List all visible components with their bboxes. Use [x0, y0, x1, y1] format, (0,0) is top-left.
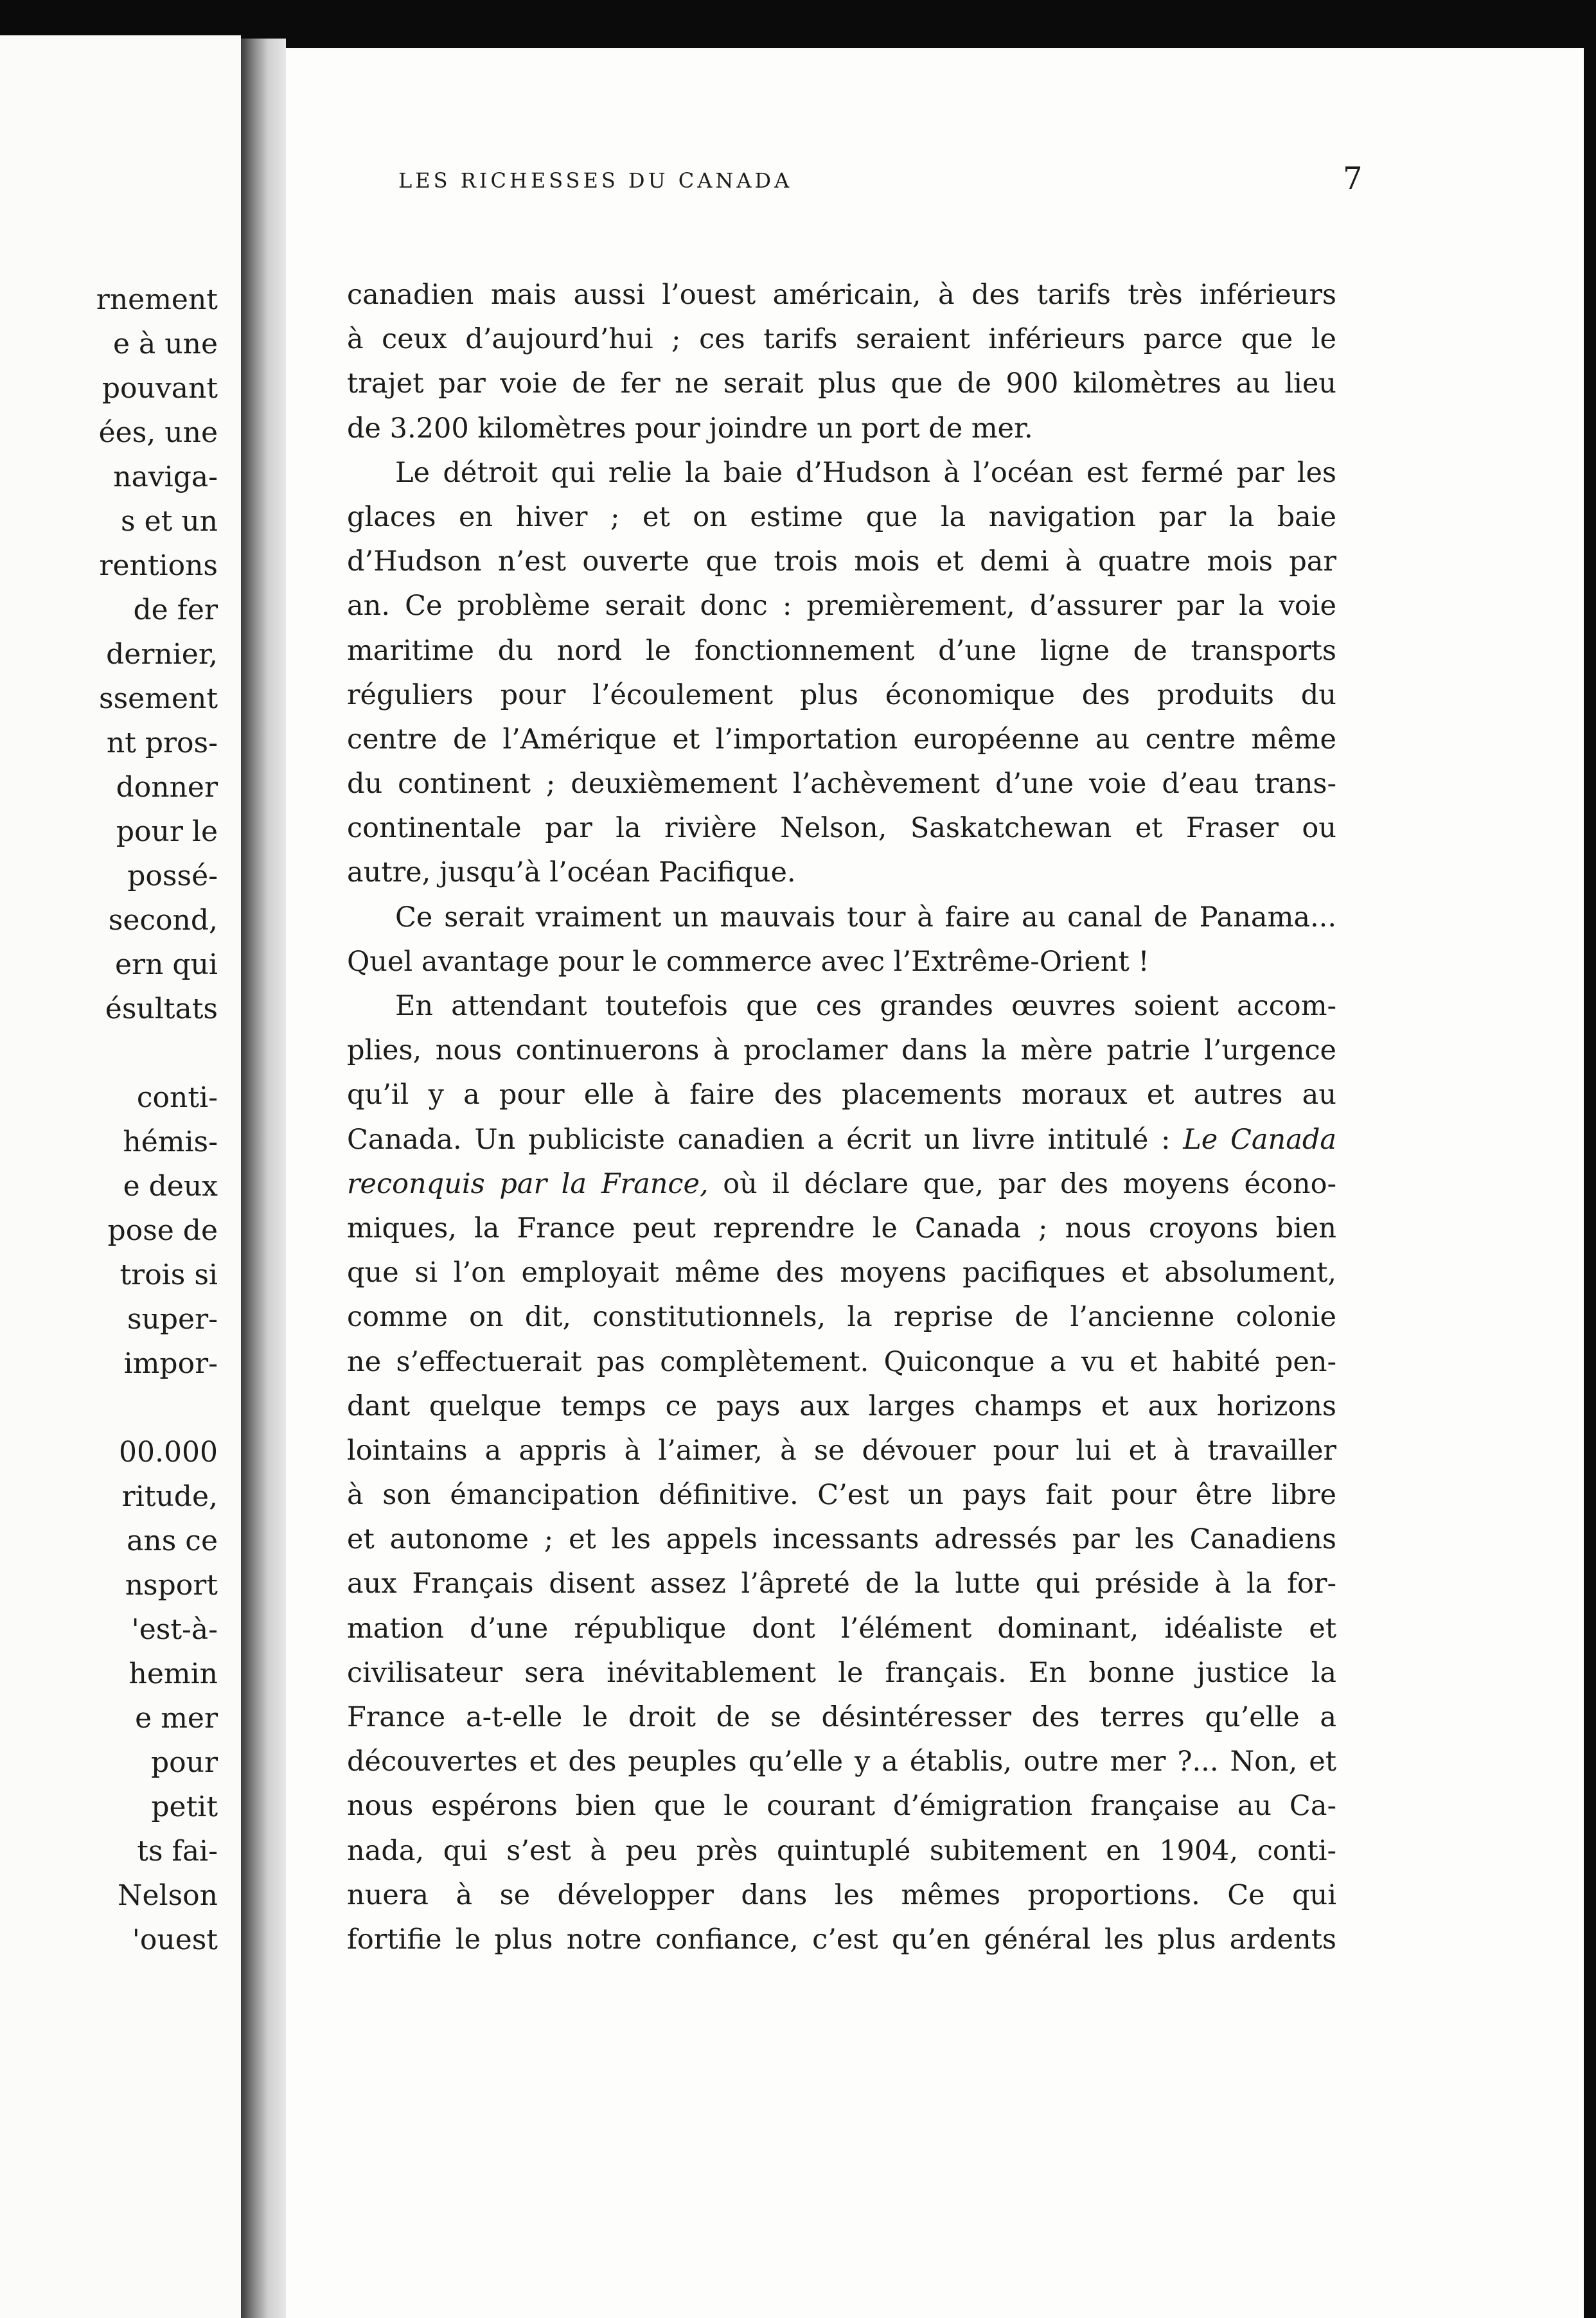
text-line: réguliers pour l’écoulement plus économique des produits du — [347, 678, 1336, 711]
facing-page-line: ans ce — [127, 1525, 218, 1557]
facing-page-line: rentions — [99, 549, 218, 582]
facing-page-line: ésultats — [105, 993, 218, 1025]
text-line: nous espérons bien que le courant d’émigration française au Ca- — [347, 1790, 1336, 1823]
text-line — [347, 1118, 1336, 1162]
text-line: an. Ce problème serait donc : premièrement, d’assurer par la voie — [347, 590, 1336, 623]
page-number: 7 — [1343, 161, 1363, 197]
text-line: maritime du nord le fonctionnement d’une ligne de transports — [347, 634, 1336, 667]
facing-page-line: s et un — [121, 505, 218, 538]
facing-page-line: rnement — [96, 283, 218, 316]
facing-page-line: e mer — [135, 1702, 218, 1735]
facing-page-line: 'ouest — [132, 1924, 218, 1956]
facing-page-line: donner — [116, 771, 218, 804]
facing-page-line: conti- — [136, 1081, 218, 1114]
facing-page-line: hemin — [129, 1658, 218, 1690]
text-line: et autonome ; et les appels incessants adressés par les Canadiens — [347, 1523, 1336, 1556]
facing-page-line: possé- — [127, 860, 218, 892]
text-line — [347, 1162, 1336, 1207]
facing-page-line: 00.000 — [119, 1436, 218, 1469]
text-line: nuera à se développer dans les mêmes proportions. Ce qui — [347, 1879, 1336, 1911]
facing-page-line: 'est-à- — [131, 1613, 218, 1646]
facing-page-line: ritude, — [121, 1480, 218, 1513]
facing-page-line: trois si — [120, 1259, 218, 1291]
text-line: comme on dit, constitutionnels, la reprise de l’ancienne colonie — [347, 1301, 1336, 1334]
text-line: ne s’effectuerait pas complètement. Quiconque a vu et habité pen- — [347, 1345, 1336, 1378]
text-line: Quel avantage pour le commerce avec l’Extrême-Orient ! — [347, 945, 1149, 978]
body-text — [347, 273, 1336, 1962]
facing-page-line: pour — [150, 1746, 218, 1779]
text-line: glaces en hiver ; et on estime que la navigation par la baie — [347, 500, 1336, 533]
book-gutter — [241, 39, 286, 2318]
text-line: Le détroit qui relie la baie d’Hudson à l’océan est fermé par les — [395, 456, 1336, 489]
text-line: plies, nous continuerons à proclamer dans la mère patrie l’urgence — [347, 1034, 1336, 1067]
facing-page-line: pouvant — [102, 372, 218, 405]
text-line: miques, la France peut reprendre le Canada ; nous croyons bien — [347, 1212, 1336, 1244]
book-title: reconquis par la France, — [347, 1167, 709, 1200]
text-line: civilisateur sera inévitablement le français. En bonne justice la — [347, 1656, 1336, 1689]
text-segment: Canada. Un publiciste canadien a écrit un livre intitulé : — [347, 1123, 1171, 1156]
text-line: aux Français disent assez l’âpreté de la lutte qui préside à la for- — [347, 1568, 1336, 1600]
text-line: dant quelque temps ce pays aux larges champs et aux horizons — [347, 1390, 1336, 1422]
facing-page-line: ts fai- — [137, 1835, 218, 1868]
text-line: Ce serait vraiment un mauvais tour à faire au canal de Panama... — [395, 901, 1336, 933]
text-line: mation d’une république dont l’élément dominant, idéaliste et — [347, 1612, 1336, 1645]
facing-page-line: Nelson — [117, 1879, 218, 1912]
text-line: d’Hudson n’est ouverte que trois mois et demi à quatre mois par — [347, 545, 1336, 578]
facing-page-line: ern qui — [115, 948, 218, 981]
facing-page-line: nt pros- — [106, 727, 218, 759]
text-line: lointains a appris à l’aimer, à se dévouer pour lui et à travailler — [347, 1434, 1336, 1467]
text-line: qu’il y a pour elle à faire des placements moraux et autres au — [347, 1079, 1336, 1111]
facing-page-line: e deux — [123, 1170, 218, 1203]
facing-page-line: hémis- — [123, 1126, 218, 1158]
facing-page-line: dernier, — [106, 638, 218, 671]
text-line: que si l’on employait même des moyens pacifiques et absolument, — [347, 1257, 1336, 1289]
text-line: En attendant toutefois que ces grandes œuvres soient accom- — [395, 990, 1336, 1022]
facing-page-line: naviga- — [113, 461, 218, 493]
running-title: LES RICHESSES DU CANADA — [398, 168, 793, 193]
facing-page-line: pose de — [107, 1214, 218, 1247]
text-segment: où il déclare que, par des moyens écono- — [723, 1167, 1336, 1200]
running-head — [398, 161, 1363, 207]
text-line: à son émancipation définitive. C’est un pays fait pour être libre — [347, 1479, 1336, 1512]
facing-page-line: ées, une — [98, 416, 218, 449]
facing-page-line: super- — [127, 1303, 218, 1336]
text-line: découvertes et des peuples qu’elle y a établis, outre mer ?... Non, et — [347, 1746, 1336, 1778]
text-line: fortifie le plus notre confiance, c’est qu’en général les plus ardents — [347, 1923, 1336, 1956]
facing-page-line: second, — [108, 904, 218, 937]
book-title: Le Canada — [1183, 1123, 1336, 1156]
facing-page-line: impor- — [123, 1347, 218, 1380]
facing-page-fragment — [0, 35, 241, 2318]
facing-page-line: e à une — [113, 328, 218, 360]
facing-page-line: petit — [151, 1791, 218, 1823]
text-line: France a-t-elle le droit de se désintéresser des terres qu’elle a — [347, 1701, 1336, 1733]
text-line: à ceux d’aujourd’hui ; ces tarifs seraient inférieurs parce que le — [347, 323, 1336, 356]
facing-page-line: pour le — [116, 815, 218, 848]
text-line: centre de l’Amérique et l’importation européenne au centre même — [347, 723, 1336, 756]
text-line: trajet par voie de fer ne serait plus que de 900 kilomètres au lieu — [347, 367, 1336, 400]
facing-page-line: nsport — [125, 1569, 218, 1602]
text-line: autre, jusqu’à l’océan Pacifique. — [347, 856, 796, 889]
text-line: nada, qui s’est à peu près quintuplé subitement en 1904, conti- — [347, 1834, 1336, 1867]
text-line: continentale par la rivière Nelson, Saskatchewan et Fraser ou — [347, 812, 1336, 845]
facing-page-line: ssement — [99, 682, 218, 715]
text-line: canadien mais aussi l’ouest américain, à des tarifs très inférieurs — [347, 279, 1336, 311]
text-line: du continent ; deuxièmement l’achèvement d’une voie d’eau trans- — [347, 768, 1336, 801]
facing-page-line: de fer — [133, 594, 218, 626]
text-line: de 3.200 kilomètres pour joindre un port de mer. — [347, 412, 1033, 445]
